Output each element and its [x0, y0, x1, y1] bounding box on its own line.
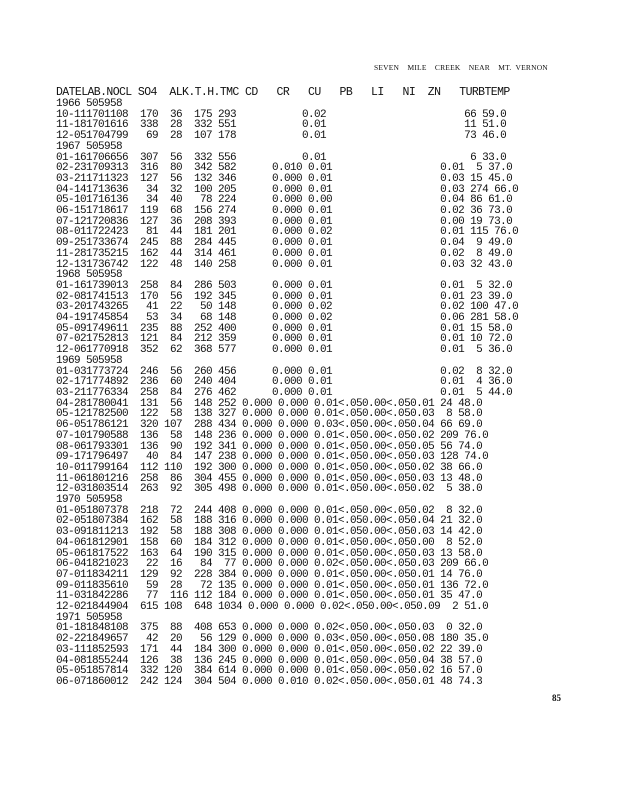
table-row: 05-091749611 235 88 252 400 0.000 0.01 0.01 15 58.0 — [56, 322, 513, 335]
table-row: 01-161706656 307 56 332 556 0.01 6 33.0 — [56, 151, 507, 164]
table-row: 02-221849657 42 20 56 129 0.000 0.000 0.03<.050.00<.050.08 180 35.0 — [56, 633, 489, 646]
table-row: 03-091811213 192 58 188 308 0.000 0.000 0.01<.050.00<.050.03 14 42.0 — [56, 526, 483, 539]
table-row: 01-181848108 375 88 408 653 0.000 0.000 0.02<.050.00<.050.03 0 32.0 — [56, 622, 483, 635]
table-row: 04-141713636 34 32 100 205 0.000 0.01 0.03 274 66.0 — [56, 183, 519, 196]
table-row: 01-161739013 258 84 286 503 0.000 0.01 0.01 5 32.0 — [56, 279, 513, 292]
table-row: 01-051807378 218 72 244 408 0.000 0.000 0.01<.050.00<.050.02 8 32.0 — [56, 504, 483, 517]
table-row: 06-051786121 320 107 288 434 0.000 0.000 0.03<.050.00<.050.04 66 69.0 — [56, 419, 483, 432]
year-block — [56, 142, 586, 270]
table-row: 11-061801216 258 86 304 455 0.000 0.000 0.01<.050.00<.050.03 13 48.0 — [56, 472, 483, 485]
table-row: 04-061812901 158 60 184 312 0.000 0.000 0.01<.050.00<.050.00 8 52.0 — [56, 536, 483, 549]
year-block — [56, 270, 586, 356]
table-row: 06-041821023 22 16 84 77 0.000 0.000 0.02<.050.00<.050.03 209 66.0 — [56, 558, 489, 571]
table-row: 02-231709313 316 80 342 582 0.010 0.01 0.01 5 37.0 — [56, 162, 513, 175]
table-row: 03-201743265 41 22 50 148 0.000 0.02 0.02 100 47.0 — [56, 301, 519, 314]
table-row: 05-061817522 163 64 190 315 0.000 0.000 0.01<.050.00<.050.03 13 58.0 — [56, 547, 483, 560]
table-row: 11-181701616 338 28 332 551 0.01 11 51.0 — [56, 119, 507, 132]
year-block — [56, 495, 586, 613]
year-heading: 1971 505958 — [56, 611, 123, 624]
table-row: 01-031773724 246 56 260 456 0.000 0.01 0.02 8 32.0 — [56, 365, 513, 378]
table-row: 05-121782500 122 58 138 327 0.000 0.000 0.01<.050.00<.050.03 8 58.0 — [56, 408, 483, 421]
table-row: 12-021844904 615 108 648 1034 0.000 0.000 0.02<.050.00<.050.09 2 51.0 — [56, 601, 489, 614]
table-row: 08-061793301 136 90 192 341 0.000 0.000 0.01<.050.00<.050.05 56 74.0 — [56, 440, 483, 453]
table-row: 12-061770918 352 62 368 577 0.000 0.01 0.01 5 36.0 — [56, 344, 513, 357]
data-table — [56, 99, 586, 688]
table-row: 03-211711323 127 56 132 346 0.000 0.01 0.03 15 45.0 — [56, 172, 513, 185]
year-block — [56, 356, 586, 495]
table-row: 06-151718617 119 68 156 274 0.000 0.01 0.02 36 73.0 — [56, 205, 513, 218]
table-row: 12-131736742 122 48 140 258 0.000 0.01 0.03 32 43.0 — [56, 258, 513, 271]
year-heading: 1968 505958 — [56, 269, 123, 282]
table-row: 12-051704799 69 28 107 178 0.01 73 46.0 — [56, 130, 507, 143]
column-header-line: DATELAB.NOCL SO4 ALK.T.H.TMC CD CR CU PB LI NI ZN TURBTEMP — [56, 86, 510, 99]
year-heading: 1966 505958 — [56, 98, 123, 110]
table-row: 04-191745854 53 34 68 148 0.000 0.02 0.06 281 58.0 — [56, 312, 519, 325]
table-row: 04-081855244 126 38 136 245 0.000 0.000 0.01<.050.00<.050.04 38 57.0 — [56, 654, 483, 667]
year-block — [56, 613, 586, 688]
table-row: 05-101716136 34 40 78 224 0.000 0.00 0.04 86 61.0 — [56, 194, 513, 207]
table-row: 05-051857814 332 120 384 614 0.000 0.000 0.01<.050.00<.050.02 16 57.0 — [56, 665, 483, 678]
table-row: 02-171774892 236 60 240 404 0.000 0.01 0.01 4 36.0 — [56, 376, 513, 389]
table-row: 06-071860012 242 124 304 504 0.000 0.010 0.02<.050.00<.050.01 48 74.3 — [56, 675, 483, 688]
table-row: 02-051807384 162 58 188 316 0.000 0.000 0.01<.050.00<.050.04 21 32.0 — [56, 515, 483, 528]
table-row: 07-121720836 127 36 208 393 0.000 0.01 0.00 19 73.0 — [56, 215, 513, 228]
table-row: 11-281735215 162 44 314 461 0.000 0.01 0.02 8 49.0 — [56, 247, 513, 260]
table-row: 11-031842286 77 116 112 184 0.000 0.000 0.01<.050.00<.050.01 35 47.0 — [56, 590, 483, 603]
year-heading: 1969 505958 — [56, 354, 123, 367]
table-row: 09-011835610 59 28 72 135 0.000 0.000 0.01<.050.00<.050.01 136 72.0 — [56, 579, 489, 592]
table-row: 10-011799164 112 110 192 300 0.000 0.000 0.01<.050.00<.050.02 38 66.0 — [56, 461, 483, 474]
page-number: 85 — [552, 693, 561, 703]
table-row: 02-081741513 170 56 192 345 0.000 0.01 0.01 23 39.0 — [56, 290, 513, 303]
table-row: 07-011834211 129 92 228 384 0.000 0.000 0.01<.050.00<.050.01 14 76.0 — [56, 568, 483, 581]
table-row: 09-171796497 40 84 147 238 0.000 0.000 0.01<.050.00<.050.03 128 74.0 — [56, 451, 489, 464]
table-row: 03-211776334 258 84 276 462 0.000 0.01 0.01 5 44.0 — [56, 386, 513, 399]
table-row: 08-011722423 81 44 181 201 0.000 0.02 0.01 115 76.0 — [56, 226, 519, 239]
table-row: 09-251733674 245 88 284 445 0.000 0.01 0.04 9 49.0 — [56, 237, 513, 250]
table-row: 04-281780041 131 56 148 252 0.000 0.000 0.01<.050.00<.050.01 24 48.0 — [56, 397, 483, 410]
table-row: 03-111852593 171 44 184 300 0.000 0.000 0.01<.050.00<.050.02 22 39.0 — [56, 643, 483, 656]
table-row: 07-101790588 136 58 148 236 0.000 0.000 0.01<.050.00<.050.02 209 76.0 — [56, 429, 489, 442]
year-block — [56, 99, 586, 142]
table-row: 12-031803514 263 92 305 498 0.000 0.000 0.01<.050.00<.050.02 5 38.0 — [56, 483, 483, 496]
year-heading: 1970 505958 — [56, 494, 123, 507]
year-heading: 1967 505958 — [56, 140, 123, 153]
station-title: SEVEN MILE CREEK NEAR MT. VERNON — [374, 63, 548, 72]
table-row: 10-111701108 170 36 175 293 0.02 66 59.0 — [56, 108, 507, 121]
table-row: 07-021752813 121 84 212 359 0.000 0.01 0.01 10 72.0 — [56, 333, 513, 346]
